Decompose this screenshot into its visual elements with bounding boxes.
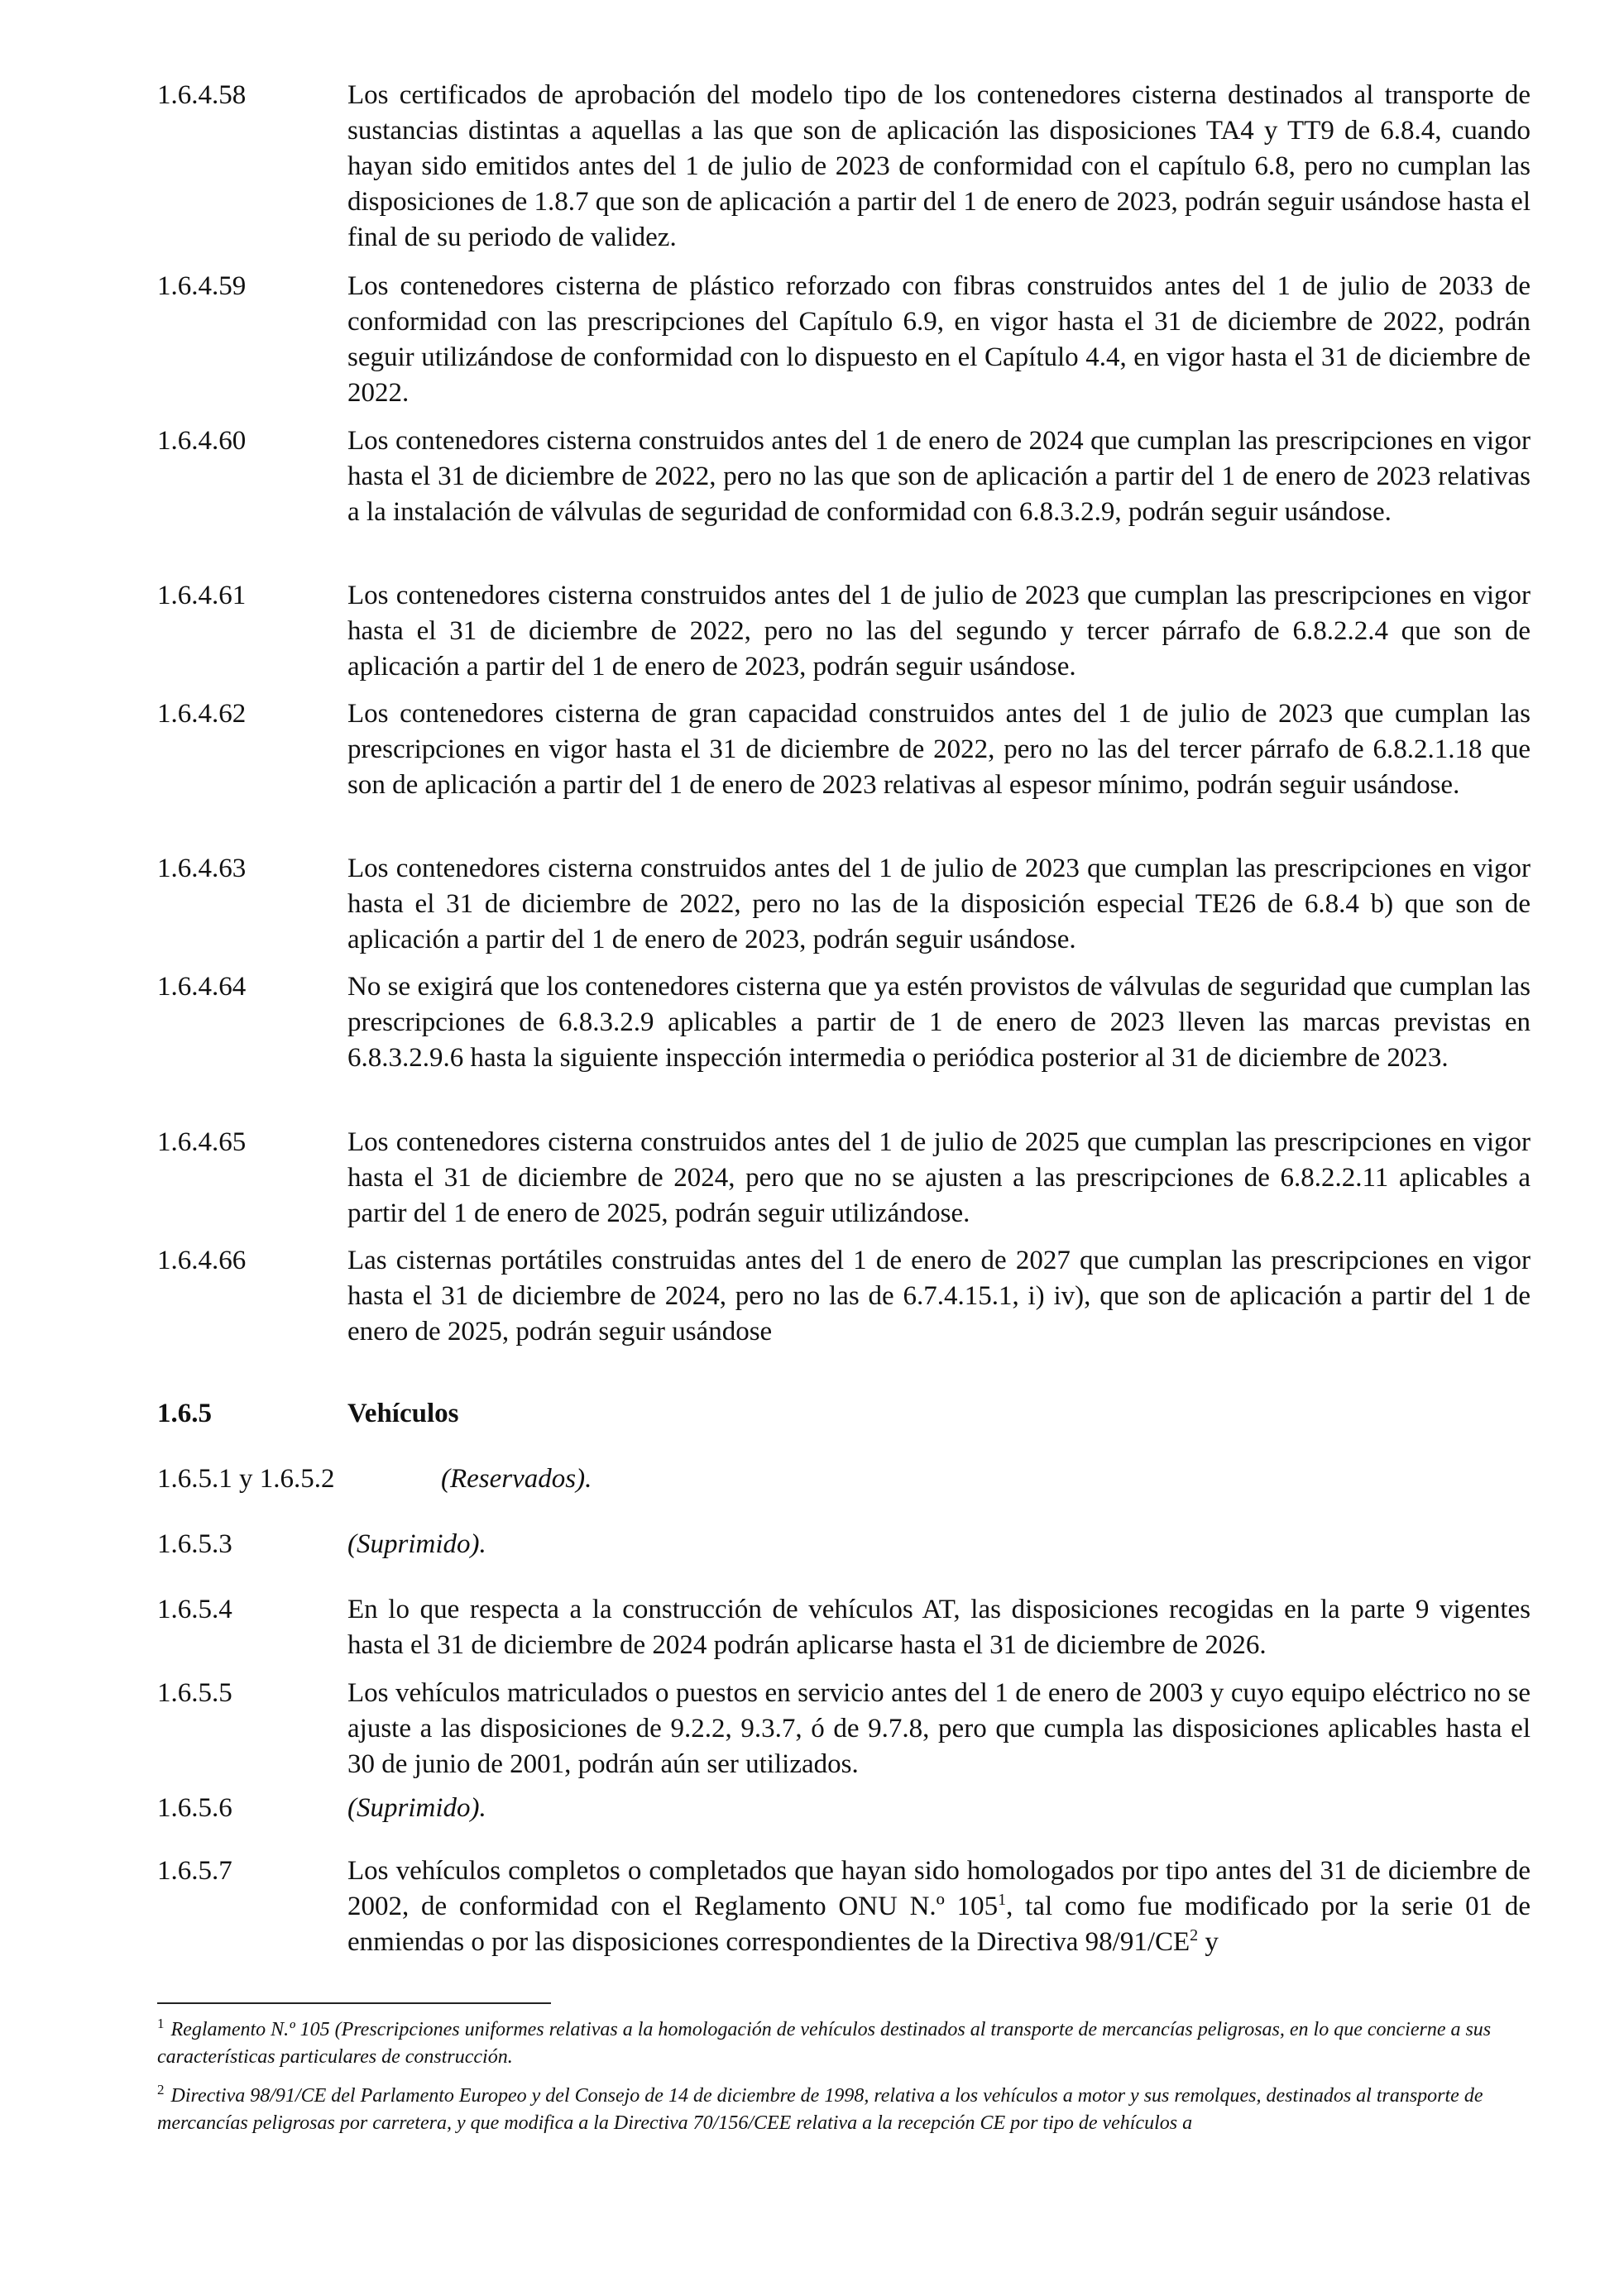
paragraph-1-6-4-61 — [157, 578, 1531, 685]
paragraph-text: Los contenedores cisterna construidos antes del 1 de julio de 2023 que cumplan las prescripciones en vigor hasta el 31 de diciembre de 2022, pero no las del segundo y tercer párrafo de 6.8.2.2.4 que son de aplicación a partir del 1 de enero de 2023, podrán seguir usándose. — [347, 581, 1531, 682]
footnote-mark: 1 — [157, 2016, 165, 2031]
footnote-1 — [157, 2016, 1531, 2071]
paragraph-1-6-4-63 — [157, 851, 1531, 958]
paragraph-text: No se exigirá que los contenedores cisterna que ya estén provistos de válvulas de seguridad que cumplan las prescripciones de 6.8.3.2.9 aplicables a partir de 1 de enero de 2023 lleven las marcas previstas en 6.8.3.2.9.6 hasta la siguiente inspección intermedia o periódica posterior al 31 de diciembre de 2023. — [347, 972, 1531, 1073]
paragraph-number: 1.6.5.4 — [157, 1595, 232, 1624]
paragraph-text: Los contenedores cisterna construidos antes del 1 de enero de 2024 que cumplan las prescripciones en vigor hasta el 31 de diciembre de 2022, pero no las que son de aplicación a partir del 1 de enero de 2023 relativas a la instalación de válvulas de seguridad de conformidad con 6.8.3.2.9, podrán seguir usándose. — [347, 426, 1531, 527]
paragraph-1-6-4-66 — [157, 1243, 1531, 1350]
section-title: Vehículos — [347, 1399, 459, 1428]
paragraph-number: 1.6.5.6 — [157, 1793, 232, 1823]
paragraph-1-6-5-1-2 — [157, 1461, 1531, 1497]
paragraph-1-6-4-60 — [157, 423, 1531, 530]
paragraph-text-part: Los vehículos completos o completados que hayan sido homologados por tipo antes del 31 de diciembre de 2002, de conformidad con el Reglamento ONU N.º 105 — [347, 1856, 1531, 1921]
paragraph-text: Los certificados de aprobación del modelo tipo de los contenedores cisterna destinados al transporte de sustancias distintas a aquellas a las que son de aplicación las disposiciones TA4 y TT9 de 6.8.4, cuando hayan sido emitidos antes del 1 de julio de 2023 de conformidad con el capítulo 6.8, pero no cumplan las disposiciones de 1.8.7 que son de aplicación a partir del 1 de enero de 2023, podrán seguir usándose hasta el final de su periodo de validez. — [347, 80, 1531, 252]
paragraph-number: 1.6.4.63 — [157, 854, 247, 883]
paragraph-number: 1.6.5.1 y 1.6.5.2 — [157, 1464, 335, 1494]
paragraph-text: Los contenedores cisterna de gran capacidad construidos antes del 1 de julio de 2023 que cumplan las prescripciones en vigor hasta el 31 de diciembre de 2022, pero no las del tercer párrafo de 6.8.2.1.18 que son de aplicación a partir del 1 de enero de 2023 relativas al espesor mínimo, podrán seguir usándose. — [347, 699, 1531, 800]
paragraph-number: 1.6.4.64 — [157, 972, 247, 1002]
footnote-ref-2[interactable]: 2 — [1190, 1926, 1199, 1944]
paragraph-text-part: y — [1198, 1927, 1219, 1957]
paragraph-number: 1.6.4.58 — [157, 80, 247, 110]
section-heading — [157, 1396, 1531, 1432]
paragraph-number: 1.6.4.60 — [157, 426, 247, 456]
footnote-separator — [157, 2002, 551, 2004]
paragraph-text-part: , tal como fue modificado por la serie 01 de enmiendas o por las disposiciones correspondientes de la Directiva 98/91/CE — [347, 1892, 1531, 1957]
paragraph-number: 1.6.5.7 — [157, 1856, 232, 1886]
paragraph-1-6-5-7 — [157, 1854, 1531, 1960]
paragraph-1-6-5-6 — [157, 1791, 1531, 1826]
paragraph-text: Los contenedores cisterna construidos antes del 1 de julio de 2025 que cumplan las prescripciones en vigor hasta el 31 de diciembre de 2024, pero que no se ajusten a las prescripciones de 6.8.2.2.11 aplicables a partir del 1 de enero de 2025, podrán seguir utilizándose. — [347, 1127, 1531, 1228]
paragraph-text: (Suprimido). — [347, 1529, 486, 1559]
paragraph-1-6-5-3 — [157, 1527, 1531, 1562]
paragraph-1-6-4-64 — [157, 969, 1531, 1076]
paragraph-1-6-5-4 — [157, 1592, 1531, 1663]
paragraph-text: Los contenedores cisterna construidos antes del 1 de julio de 2023 que cumplan las prescripciones en vigor hasta el 31 de diciembre de 2022, pero no las de la disposición especial TE26 de 6.8.4 b) que son de aplicación a partir del 1 de enero de 2023, podrán seguir usándose. — [347, 854, 1531, 954]
paragraph-text: (Reservados). — [441, 1464, 592, 1494]
paragraph-number: 1.6.5.5 — [157, 1678, 232, 1708]
paragraph-1-6-4-59 — [157, 269, 1531, 411]
paragraph-1-6-4-65 — [157, 1125, 1531, 1232]
paragraph-1-6-4-58 — [157, 78, 1531, 256]
footnote-text: Reglamento N.º 105 (Prescripciones uniformes relativas a la homologación de vehículos destinados al transporte de mercancías peligrosas, en lo que concierne a sus características particulares de construcción. — [157, 2019, 1492, 2068]
paragraph-text: En lo que respecta a la construcción de vehículos AT, las disposiciones recogidas en la parte 9 vigentes hasta el 31 de diciembre de 2024 podrán aplicarse hasta el 31 de diciembre de 2026. — [347, 1595, 1531, 1660]
paragraph-number: 1.6.4.66 — [157, 1246, 247, 1275]
paragraph-text: Los vehículos matriculados o puestos en servicio antes del 1 de enero de 2003 y cuyo equipo eléctrico no se ajuste a las disposiciones de 9.2.2, 9.3.7, ó de 9.7.8, pero que cumpla las disposiciones aplicables hasta el 30 de junio de 2001, podrán aún ser utilizados. — [347, 1678, 1531, 1779]
paragraph-text: (Suprimido). — [347, 1793, 486, 1823]
footnote-2 — [157, 2083, 1531, 2137]
paragraph-number: 1.6.4.61 — [157, 581, 247, 610]
paragraph-number: 1.6.5.3 — [157, 1529, 232, 1559]
paragraph-1-6-4-62 — [157, 696, 1531, 803]
paragraph-1-6-5-5 — [157, 1676, 1531, 1782]
paragraph-text: Los contenedores cisterna de plástico reforzado con fibras construidos antes del 1 de julio de 2033 de conformidad con las prescripciones del Capítulo 6.9, en vigor hasta el 31 de diciembre de 2022, podrán seguir utilizándose de conformidad con lo dispuesto en el Capítulo 4.4, en vigor hasta el 31 de diciembre de 2022. — [347, 271, 1531, 408]
footnote-text: Directiva 98/91/CE del Parlamento Europeo y del Consejo de 14 de diciembre de 1998, relativa a los vehículos a motor y sus remolques, destinados al transporte de mercancías peligrosas por carretera, y que modifica a la Directiva 70/156/CEE relativa a la recepción CE por tipo de vehículos a — [157, 2085, 1483, 2134]
paragraph-text: Las cisternas portátiles construidas antes del 1 de enero de 2027 que cumplan las prescripciones en vigor hasta el 31 de diciembre de 2024, pero no las de 6.7.4.15.1, i) iv), que son de aplicación a partir del 1 de enero de 2025, podrán seguir usándose — [347, 1246, 1531, 1347]
paragraph-number: 1.6.4.59 — [157, 271, 247, 301]
section-number: 1.6.5 — [157, 1399, 212, 1428]
footnote-mark: 2 — [157, 2082, 165, 2097]
paragraph-number: 1.6.4.65 — [157, 1127, 247, 1157]
paragraph-text — [347, 1854, 1531, 1960]
paragraph-number: 1.6.4.62 — [157, 699, 247, 729]
footnote-ref-1[interactable]: 1 — [998, 1891, 1007, 1909]
